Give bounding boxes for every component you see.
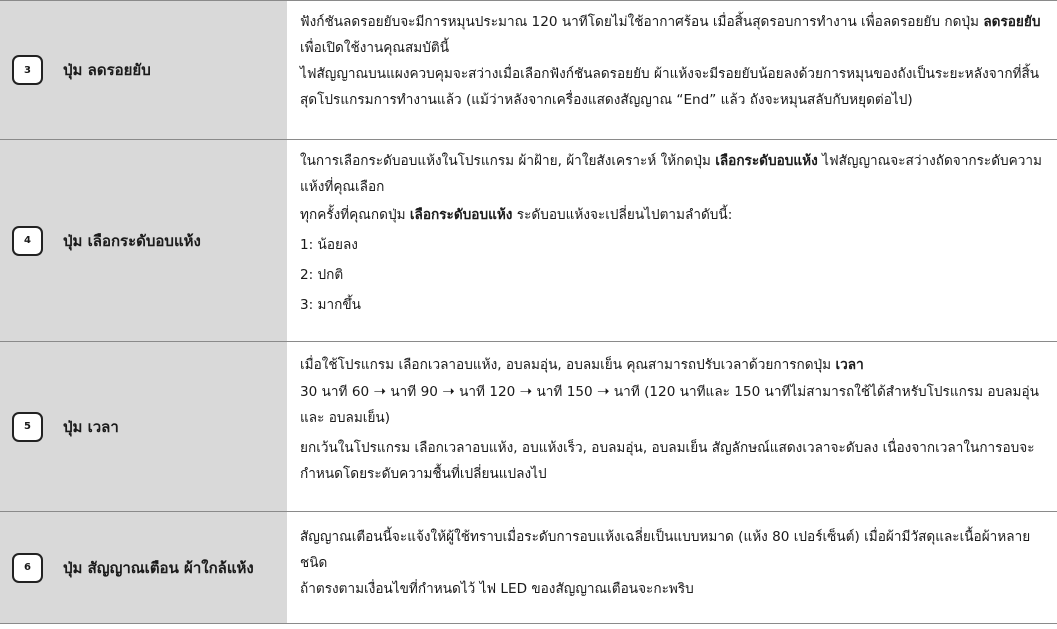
row-title: ปุ่ม ลดรอยยับ: [63, 61, 151, 79]
time-sequence: [300, 378, 1047, 431]
row-label-cell: [0, 140, 287, 341]
paragraph: [300, 9, 1047, 61]
text: นาที 150: [536, 384, 593, 400]
number-badge: 3: [12, 55, 43, 85]
row-description: [287, 512, 1057, 623]
arrow-right-icon: ➝: [596, 382, 610, 400]
text: ในการเลือกระดับอบแห้งในโปรแกรม ผ้าฝ้าย, ผ้าใยสังเคราะห์ ให้กดปุ่ม: [300, 153, 716, 169]
row-description: [287, 342, 1057, 511]
dry-level-item: 2: ปกติ: [300, 267, 344, 283]
number-badge: 4: [12, 226, 43, 256]
dry-level-item: 1: น้อยลง: [300, 237, 358, 253]
text: เพื่อเปิดใช้งานคุณสมบัตินี้: [300, 40, 450, 56]
text: นาที 90: [390, 384, 438, 400]
row-label-cell: [0, 342, 287, 511]
table-row: [0, 140, 1057, 342]
paragraph: ถ้าตรงตามเงื่อนไขที่กำหนดไว้ ไฟ LED ของสัญญาณเตือนจะกะพริบ: [300, 581, 694, 597]
paragraph: สัญญาณเตือนนี้จะแจ้งให้ผู้ใช้ทราบเมื่อระดับการอบแห้งเฉลี่ยเป็นแบบหมาด (แห้ง 80 เปอร์เซ็นต์) เมื่อผ้ามีวัสดุและเนื้อผ้าหลายชนิด: [300, 529, 1031, 571]
dry-level-item: 3: มากขึ้น: [300, 297, 361, 313]
text: เมื่อใช้โปรแกรม เลือกเวลาอบแห้ง, อบลมอุ่น, อบลมเย็น คุณสามารถปรับเวลาด้วยการกดปุ่ม: [300, 357, 836, 373]
table-row: [0, 512, 1057, 624]
table-row: [0, 0, 1057, 140]
text: ระดับอบแห้งจะเปลี่ยนไปตามลำดับนี้:: [512, 207, 733, 223]
bold-button-name: ลดรอยยับ: [983, 14, 1041, 30]
text: ทุกครั้งที่คุณกดปุ่ม: [300, 207, 410, 223]
row-description: [287, 1, 1057, 139]
bold-button-name: เลือกระดับอบแห้ง: [409, 207, 513, 223]
row-title: ปุ่ม สัญญาณเตือน ผ้าใกล้แห้ง: [63, 558, 254, 577]
bold-button-name: เลือกระดับอบแห้ง: [715, 153, 818, 169]
text: ไฟสัญญาณจะสว่างถัดจากระดับความแห้งที่คุณเลือก: [300, 153, 1043, 195]
text: ฟังก์ชันลดรอยยับจะมีการหมุนประมาณ 120 นาทีโดยไม่ใช้อากาศร้อน เมื่อสิ้นสุดรอบการทำงาน เพื่อลดรอยยับ กดปุ่ม: [300, 14, 984, 30]
paragraph: [300, 148, 1047, 200]
text: นาที (120 นาทีและ 150 นาทีไม่สามารถใช้ได้สำหรับโปรแกรม อบลมอุ่น และ อบลมเย็น): [300, 384, 1039, 426]
row-title: ปุ่ม เลือกระดับอบแห้ง: [63, 231, 201, 250]
arrow-right-icon: ➝: [373, 382, 387, 400]
bold-button-name: เวลา: [835, 357, 864, 373]
text: 30 นาที 60: [300, 384, 370, 400]
number-badge: 5: [12, 412, 43, 442]
arrow-right-icon: ➝: [519, 382, 533, 400]
paragraph: ยกเว้นในโปรแกรม เลือกเวลาอบแห้ง, อบแห้งเร็ว, อบลมอุ่น, อบลมเย็น สัญลักษณ์แสดงเวลาจะดับลง เนื่องจากเวลาในการอบจะกำหนดโดยระดับความชื้นที่เปลี่ยนแปลงไป: [300, 440, 1035, 482]
paragraph: [300, 200, 1047, 230]
arrow-right-icon: ➝: [442, 382, 455, 400]
table-row: [0, 342, 1057, 512]
row-title: ปุ่ม เวลา: [63, 417, 119, 436]
number-badge: 6: [12, 553, 43, 583]
text: นาที 120: [459, 384, 516, 400]
row-label-cell: [0, 1, 287, 139]
row-description: [287, 140, 1057, 341]
row-label-cell: [0, 512, 287, 623]
paragraph: [300, 352, 1047, 378]
paragraph: ไฟสัญญาณบนแผงควบคุมจะสว่างเมื่อเลือกฟังก์ชันลดรอยยับ ผ้าแห้งจะมีรอยยับน้อยลงด้วยการหมุนของถังเป็นระยะหลังจากที่สิ้นสุดโปรแกรมการทำงานแล้ว (แม้ว่าหลังจากเครื่องแสดงสัญญาณ “End” แล้ว ถังจะหมุนสลับกับหยุดต่อไป): [300, 66, 1040, 108]
